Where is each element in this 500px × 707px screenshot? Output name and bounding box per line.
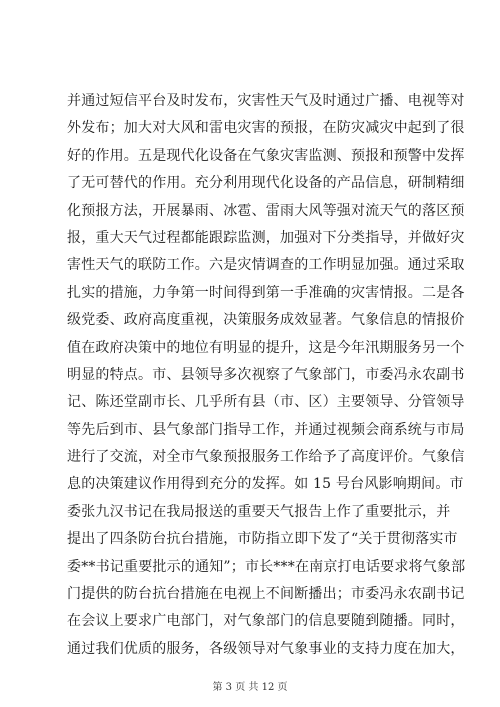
body-text — [67, 88, 466, 663]
text-line: 息的决策建议作用得到充分的发挥。如 15 号台风影响期间。市 — [67, 476, 464, 493]
text-line: 外发布；加大对大风和雷电灾害的预报，在防灾减灾中起到了很 — [67, 120, 465, 137]
text-line: 进行了交流，对全市气象预报服务工作给予了高度评价。气象信 — [67, 449, 465, 466]
text-line: 委**书记重要批示的通知”；市长***在南京打电话要求将气象部 — [67, 558, 466, 575]
text-line: 扎实的措施，力争第一时间得到第一手准确的灾害情报。二是各 — [67, 284, 465, 301]
text-line: 了无可替代的作用。充分利用现代化设备的产品信息，研制精细 — [67, 175, 465, 192]
text-line: 害性天气的联防工作。六是灾情调查的工作明显加强。通过采取 — [67, 257, 465, 274]
text-line: 化预报方法，开展暴雨、冰雹、雷雨大风等强对流天气的落区预 — [67, 202, 465, 219]
text-line: 级党委、政府高度重视，决策服务成效显著。气象信息的情报价 — [67, 312, 465, 329]
text-line: 明显的特点。市、县领导多次视察了气象部门，市委冯永农副书 — [67, 366, 465, 383]
text-line: 好的作用。五是现代化设备在气象灾害监测、预报和预警中发挥 — [67, 147, 465, 164]
text-line: 通过我们优质的服务，各级领导对气象事业的支持力度在加大， — [67, 640, 465, 657]
text-line: 门提供的防台抗台措施在电视上不间断播出；市委冯永农副书记 — [67, 586, 465, 603]
text-line: 提出了四条防台抗台措施，市防指立即下发了“关于贯彻落实市 — [67, 531, 458, 548]
text-line: 委张九汉书记在我局报送的重要天气报告上作了重要批示，并 — [67, 503, 451, 520]
text-line: 在会议上要求广电部门，对气象部门的信息要随到随播。同时， — [67, 613, 465, 630]
text-line: 记、陈还堂副市长、几乎所有县（市、区）主要领导、分管领导 — [67, 394, 465, 411]
page-number-footer: 第 3 页 共 12 页 — [212, 682, 288, 693]
text-line: 等先后到市、县气象部门指导工作，并通过视频会商系统与市局 — [67, 421, 465, 438]
text-line: 并通过短信平台及时发布，灾害性天气及时通过广播、电视等对 — [67, 93, 465, 109]
text-line: 报，重大天气过程都能跟踪监测，加强对下分类指导，并做好灾 — [67, 229, 465, 246]
text-line: 值在政府决策中的地位有明显的提升，这是今年汛期服务另一个 — [67, 339, 465, 356]
